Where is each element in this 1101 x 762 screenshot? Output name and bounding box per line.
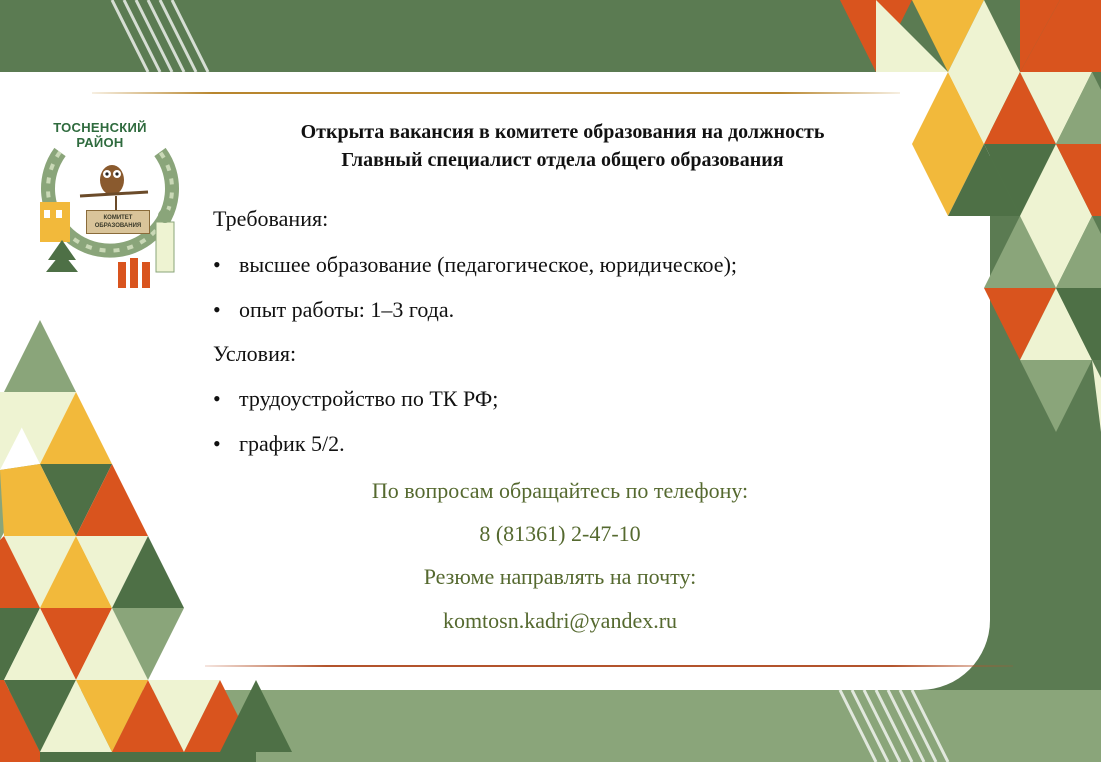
bullet-icon: •	[213, 252, 221, 277]
top-stripes	[112, 0, 208, 72]
logo-sign-line1: КОМИТЕТ	[103, 215, 133, 221]
logo-title-line1: ТОСНЕНСКИЙ	[53, 120, 147, 135]
email-label: Резюме направлять на почту:	[423, 564, 697, 589]
condition-employment: трудоустройство по ТК РФ;	[239, 386, 499, 411]
heading-line2: Главный специалист отдела общего образования	[341, 149, 784, 171]
bottom-divider	[205, 665, 1013, 667]
email-address[interactable]: komtosn.kadri@yandex.ru	[442, 608, 678, 633]
phone-number[interactable]: 8 (81361) 2-47-10	[479, 521, 641, 546]
right-triangles	[840, 0, 1101, 432]
bullet-icon: •	[213, 297, 221, 322]
bullet-icon: •	[213, 431, 221, 456]
district-logo	[30, 112, 190, 302]
phone-label: По вопросам обращайтесь по телефону:	[371, 478, 749, 503]
requirement-education: высшее образование (педагогическое, юридическое);	[239, 252, 738, 277]
requirement-experience: опыт работы: 1–3 года.	[239, 297, 455, 322]
logo-sign	[86, 210, 150, 234]
top-divider	[92, 92, 900, 94]
logo-title	[30, 120, 170, 150]
conditions-title: Условия:	[213, 341, 297, 366]
logo-sign-line2: ОБРАЗОВАНИЯ	[94, 223, 142, 229]
requirements-title: Требования:	[213, 206, 329, 231]
vacancy-heading	[205, 118, 920, 174]
logo-title-line2: РАЙОН	[76, 135, 124, 150]
condition-schedule: график 5/2.	[239, 431, 345, 456]
bottom-stripes	[840, 690, 948, 762]
heading-line1: Открыта вакансия в комитете образования на должность	[300, 121, 825, 143]
bullet-icon: •	[213, 386, 221, 411]
